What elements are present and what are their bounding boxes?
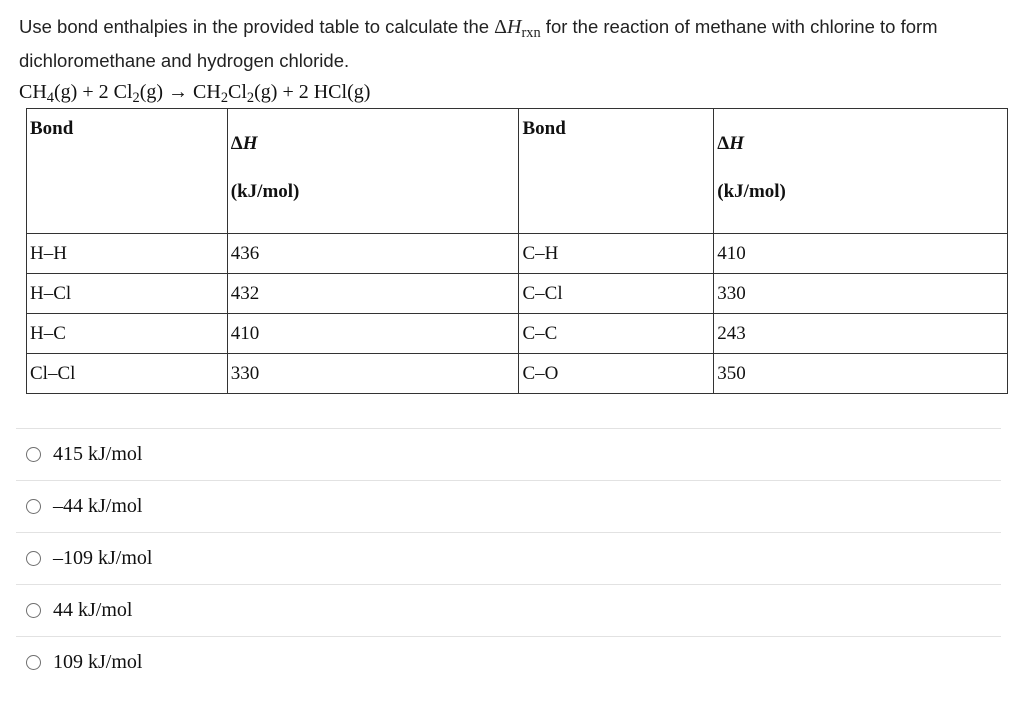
rxn-subscript: rxn	[521, 25, 541, 42]
eq-methane: CH	[19, 81, 47, 103]
header-dh-2-unit: (kJ/mol)	[717, 181, 786, 202]
cell-enthalpy: 436	[227, 234, 519, 274]
cell-enthalpy: 410	[714, 234, 1008, 274]
cell-enthalpy: 432	[227, 274, 519, 314]
table-row	[27, 314, 1008, 354]
radio-button-icon[interactable]	[26, 603, 41, 618]
cell-bond: C–H	[519, 234, 714, 274]
enthalpy-symbol: H	[507, 16, 522, 38]
answer-option-label[interactable]: 109 kJ/mol	[53, 651, 143, 673]
bond-enthalpy-table	[26, 108, 1008, 394]
eq-dcm-sub-cl: 2	[246, 90, 255, 107]
header-dh-1-unit: (kJ/mol)	[230, 181, 300, 202]
cell-enthalpy: 350	[714, 354, 1008, 394]
radio-button-icon[interactable]	[26, 551, 41, 566]
answer-option-1[interactable]	[16, 428, 1001, 480]
header-dh-1-symbol: ΔH	[230, 133, 258, 154]
reaction-equation	[19, 78, 370, 106]
answer-options	[16, 428, 1001, 688]
header-bond-2: Bond	[519, 109, 714, 234]
eq-dcm-sub-h: 2	[220, 90, 229, 107]
question-text-before: Use bond enthalpies in the provided table to calculate the	[19, 16, 495, 37]
cell-bond: C–O	[519, 354, 714, 394]
question-text-after: for the reaction of methane with chlorine to form dichloromethane and hydrogen chloride.	[19, 16, 938, 71]
answer-option-label[interactable]: –109 kJ/mol	[53, 547, 153, 569]
answer-option-label[interactable]: 415 kJ/mol	[53, 443, 143, 465]
answer-option-label[interactable]: 44 kJ/mol	[53, 599, 133, 621]
header-bond-1: Bond	[27, 109, 228, 234]
radio-button-icon[interactable]	[26, 499, 41, 514]
eq-dcm-cl: Cl	[228, 81, 247, 103]
cell-enthalpy: 243	[714, 314, 1008, 354]
eq-products-tail: (g) + 2 HCl(g)	[254, 81, 371, 103]
question-prompt	[19, 10, 1009, 77]
delta-h-rxn-symbol	[494, 16, 541, 42]
delta-symbol: Δ	[494, 16, 508, 38]
table-header-row	[27, 109, 1008, 234]
answer-option-label[interactable]: –44 kJ/mol	[53, 495, 143, 517]
table-row	[27, 234, 1008, 274]
cell-enthalpy: 330	[227, 354, 519, 394]
eq-chlorine-sub: 2	[132, 90, 140, 107]
cell-bond: Cl–Cl	[27, 354, 228, 394]
answer-option-3[interactable]	[16, 532, 1001, 584]
radio-button-icon[interactable]	[26, 655, 41, 670]
answer-option-2[interactable]	[16, 480, 1001, 532]
cell-enthalpy: 330	[714, 274, 1008, 314]
table-row	[27, 354, 1008, 394]
eq-methane-sub: 4	[46, 90, 54, 107]
header-dh-1	[227, 109, 519, 234]
cell-bond: C–Cl	[519, 274, 714, 314]
eq-arrow-ch: (g) → CH	[139, 81, 221, 103]
cell-bond: H–H	[27, 234, 228, 274]
cell-bond: H–Cl	[27, 274, 228, 314]
radio-button-icon[interactable]	[26, 447, 41, 462]
header-dh-2-symbol: ΔH	[717, 133, 744, 154]
answer-option-4[interactable]	[16, 584, 1001, 636]
cell-enthalpy: 410	[227, 314, 519, 354]
answer-option-5[interactable]	[16, 636, 1001, 688]
cell-bond: H–C	[27, 314, 228, 354]
eq-plus-chlorine: (g) + 2 Cl	[54, 81, 133, 103]
header-dh-2	[714, 109, 1008, 234]
table-row	[27, 274, 1008, 314]
cell-bond: C–C	[519, 314, 714, 354]
